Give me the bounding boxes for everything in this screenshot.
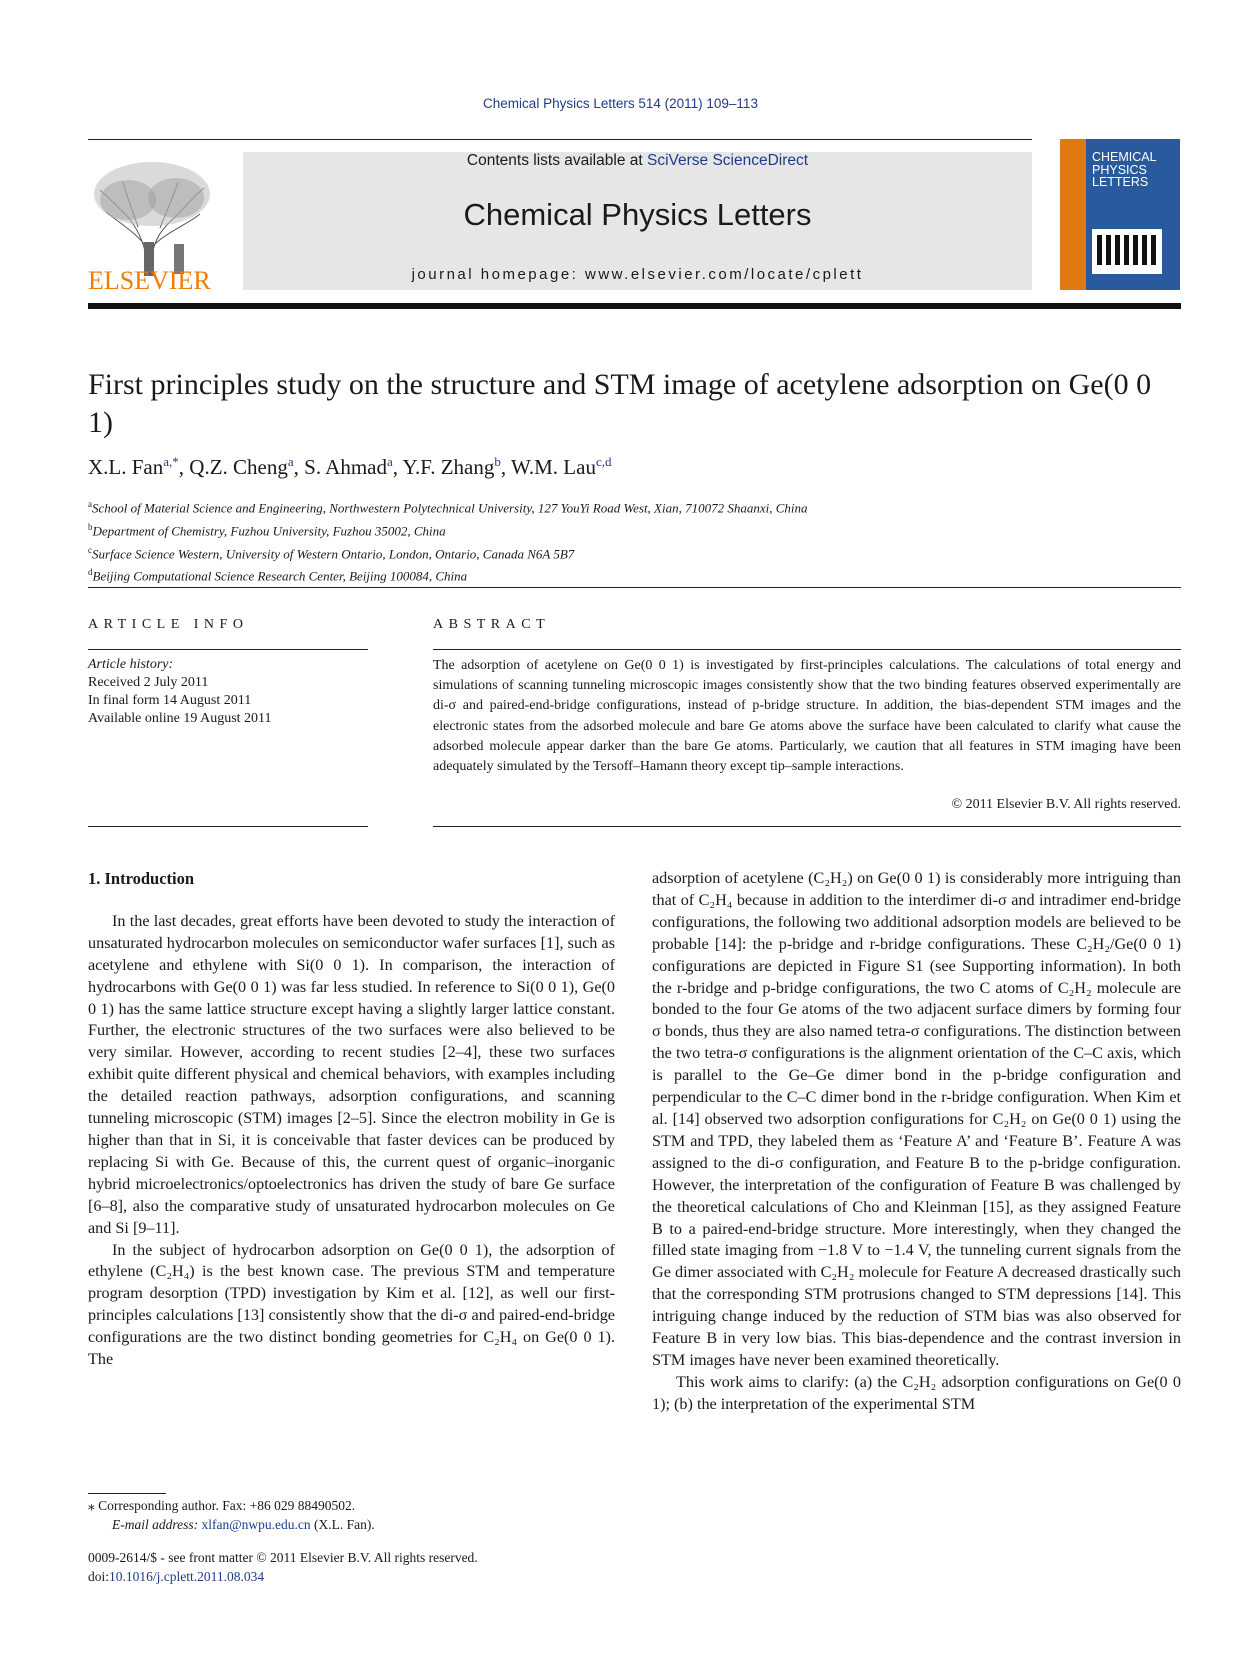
online-date: Available online 19 August 2011 [88, 711, 272, 726]
author: X.L. Fan [88, 455, 164, 479]
history-label: Article history: [88, 657, 174, 672]
received-date: Received 2 July 2011 [88, 675, 209, 690]
corresponding-author-note: ⁎ Corresponding author. Fax: +86 029 88490502. [88, 1498, 356, 1513]
affiliation: $^d$Beijing Computational Science Research Center, Beijing 100084, China [88, 567, 468, 584]
tree-icon [88, 152, 218, 292]
affiliation: $^b$Department of Chemistry, Fuzhou University, Fuzhou 35002, China [88, 521, 446, 539]
cover-line-1: CHEMICAL [1092, 150, 1157, 164]
journal-homepage[interactable]: journal homepage: www.elsevier.com/locate/cplett [411, 266, 864, 283]
author-affil-link[interactable]: b [494, 454, 501, 469]
journal-citation[interactable]: Chemical Physics Letters 514 (2011) 109–113 [483, 96, 758, 111]
affiliation: $^a$School of Material Science and Engineering, Northwestern Polytechnical University, 127 YouYi Road West, Xian, 710072 Shaanxi, China [88, 499, 808, 516]
author: Q.Z. Cheng [189, 455, 288, 479]
body-column-left [88, 868, 615, 1371]
contents-prefix: Contents lists available at [466, 152, 647, 169]
author: S. Ahmad [304, 455, 387, 479]
body-column-right [652, 868, 1181, 1416]
cover-line-2: PHYSICS [1092, 162, 1147, 177]
elsevier-logo [88, 152, 218, 292]
footnote-rule [88, 1493, 166, 1494]
journal-banner [243, 152, 1032, 290]
contents-line [243, 152, 1032, 170]
paragraph: In the subject of hydrocarbon adsorption on Ge(0 0 1), the adsorption of ethylene (C₂H₄) is the best known case. The previous STM and temperature program desorption (TPD) investigation by Kim et al. [12], as well our first-principles calculations [13] consistently show that the di-σ and paired-end-bridge configurations are the two distinct bonding geometries for C₂H₄ on Ge(0 0 1). The [88, 1240, 615, 1369]
final-form-date: In final form 14 August 2011 [88, 693, 252, 708]
author-affil-link[interactable]: a [386, 454, 393, 469]
doi-link[interactable]: 10.1016/j.cplett.2011.08.034 [109, 1569, 265, 1584]
footnote: ⁎ Corresponding author. Fax: +86 029 88490502. E-mail address: xlfan@nwpu.edu.cn (X.L. Fan). [88, 1498, 375, 1532]
email-link[interactable]: xlfan@nwpu.edu.cn [201, 1517, 311, 1532]
header-rule [88, 139, 1032, 140]
issn-line: 0009-2614/$ - see front matter © 2011 Elsevier B.V. All rights reserved. [88, 1550, 478, 1565]
section-rule [88, 587, 1181, 588]
journal-title: Chemical Physics Letters [463, 197, 812, 232]
abstract-copyright: © 2011 Elsevier B.V. All rights reserved. [951, 797, 1181, 812]
paragraph: adsorption of acetylene (C₂H₂) on Ge(0 0 1) is considerably more intriguing than that of C₂H₄ because in addition to the interdimer di-σ and intradimer end-bridge configurations, the following two additional adsorption models are believed to be probable [14]: the p-bridge and r-bridge configurations. These C₂H₂/Ge(0 0 1) configurations are depicted in Figure S1 (see Supporting information). In both the r-bridge and p-bridge configurations, the two C atoms of C₂H₂ molecule are bonded to the four Ge atoms of the two adjacent surface dimers by forming four σ bonds, thus they are also named tetra-σ configurations. The distinction between the two tetra-σ configurations is the alignment orientation of the C–C axis, which is parallel to the Ge–Ge dimer bond in the p-bridge configuration and perpendicular to the C–C dimer bond in the r-bridge configuration. When Kim et al. [14] observed two adsorption configurations for C₂H₂ on Ge(0 0 1) using the STM and TPD, they labeled them as ‘Feature A’ and ‘Feature B’. Feature A was assigned to the di-σ configuration, and Feature B to the p-bridge configuration. However, the interpretation of the configuration of Feature B was challenged by the theoretical calculations of Cho and Kleinman [15], as they assigned Feature B to a paired-end-bridge structure. More interestingly, when they changed the filled state imaging from −1.8 V to −1.4 V, the tunneling current signals from the Ge dimer associated with C₂H₂ molecule for Feature A decreased drastically such that the corresponding STM protrusions changed to STM depressions [14]. This intriguing change induced by the reduction of STM bias was also observed for Feature B in very low bias. This bias-dependence and the contrast inversion in STM images have never been examined theoretically. [652, 869, 1181, 1369]
article-history [88, 656, 272, 728]
author-affil-link[interactable]: a,* [163, 454, 179, 469]
article-info-heading: ARTICLE INFO [88, 617, 249, 632]
author: W.M. Lau [510, 455, 596, 479]
author-affil-link[interactable]: c,d [595, 454, 612, 469]
abstract-heading: ABSTRACT [433, 617, 551, 632]
article-title: First principles study on the structure and STM image of acetylene adsorption on Ge(0 0 1) [88, 368, 1152, 439]
author: Y.F. Zhang [402, 455, 495, 479]
cover-line-3: LETTERS [1092, 175, 1149, 189]
affiliations [88, 495, 808, 586]
author-affil-link[interactable]: a [287, 454, 294, 469]
abstract-text: The adsorption of acetylene on Ge(0 0 1) is investigated by first-principles calculations. The calculations of total energy and simulations of scanning tunneling microscopic images consistently show that the two binding features observed experimentally are di-σ and paired-end-bridge configurations, instead of p-bridge structure. In addition, the bias-dependent STM images and the electronic states from the adsorbed molecule and bare Ge atoms above the surface have been calculated to clarify what cause the adsorbed molecule appear darker than the bare Ge atoms. Particularly, we caution that all features in STM imaging have been adequately simulated by the Tersoff–Hamann theory except tip–sample interactions. [433, 658, 1181, 775]
paragraph: In the last decades, great efforts have been devoted to study the interaction of unsaturated hydrocarbon molecules on semiconductor wafer surfaces [1], such as acetylene and ethylene with Si(0 0 1). In comparison, the interaction of hydrocarbons with Ge(0 0 1) was far less studied. In reference to Si(0 0 1), Ge(0 0 1) has the same lattice structure except having a slightly larger lattice constant. Further, the electronic structures of the two surfaces were also believed to be very similar. However, according to recent studies [2–4], these two surfaces exhibit quite different physical and chemical behaviors, with examples including the detailed reaction pathways, adsorption configurations, and scanning tunneling microscopic (STM) images [2–5]. Since the electron mobility in Ge is higher than that in Si, it is conceivable that faster devices can be produced by replacing Si with Ge. Because of this, the current quest of organic–inorganic hybrid microelectronics/optoelectronics has driven the study of bare Ge surface [6–8], also the comparative study of unsaturated hydrocarbon molecules on Ge and Si [9–11]. [88, 911, 615, 1237]
sciencedirect-link[interactable]: SciVerse ScienceDirect [646, 152, 809, 169]
header-thick-rule [88, 303, 1181, 309]
paragraph: This work aims to clarify: (a) the C₂H₂ adsorption configurations on Ge(0 0 1); (b) the interpretation of the experimental STM [652, 1372, 1181, 1413]
author-list: X.L. Fan$^{a,*}$, Q.Z. Cheng$^a$, S. Ahmad$^a$, Y.F. Zhang$^b$, W.M. Lau$^{c,d}$ [88, 454, 612, 479]
affiliation: $^c$Surface Science Western, University of Western Ontario, London, Ontario, Canada N6A 5B7 [88, 544, 575, 561]
section-heading: 1. Introduction [88, 869, 195, 888]
cover-graphic-icon [1092, 229, 1162, 274]
journal-cover-image [1060, 139, 1180, 290]
elsevier-wordmark: ELSEVIER [88, 266, 211, 292]
front-matter-info: 0009-2614/$ - see front matter © 2011 Elsevier B.V. All rights reserved. doi:10.1016/j.cplett.2011.08.034 [88, 1550, 478, 1584]
